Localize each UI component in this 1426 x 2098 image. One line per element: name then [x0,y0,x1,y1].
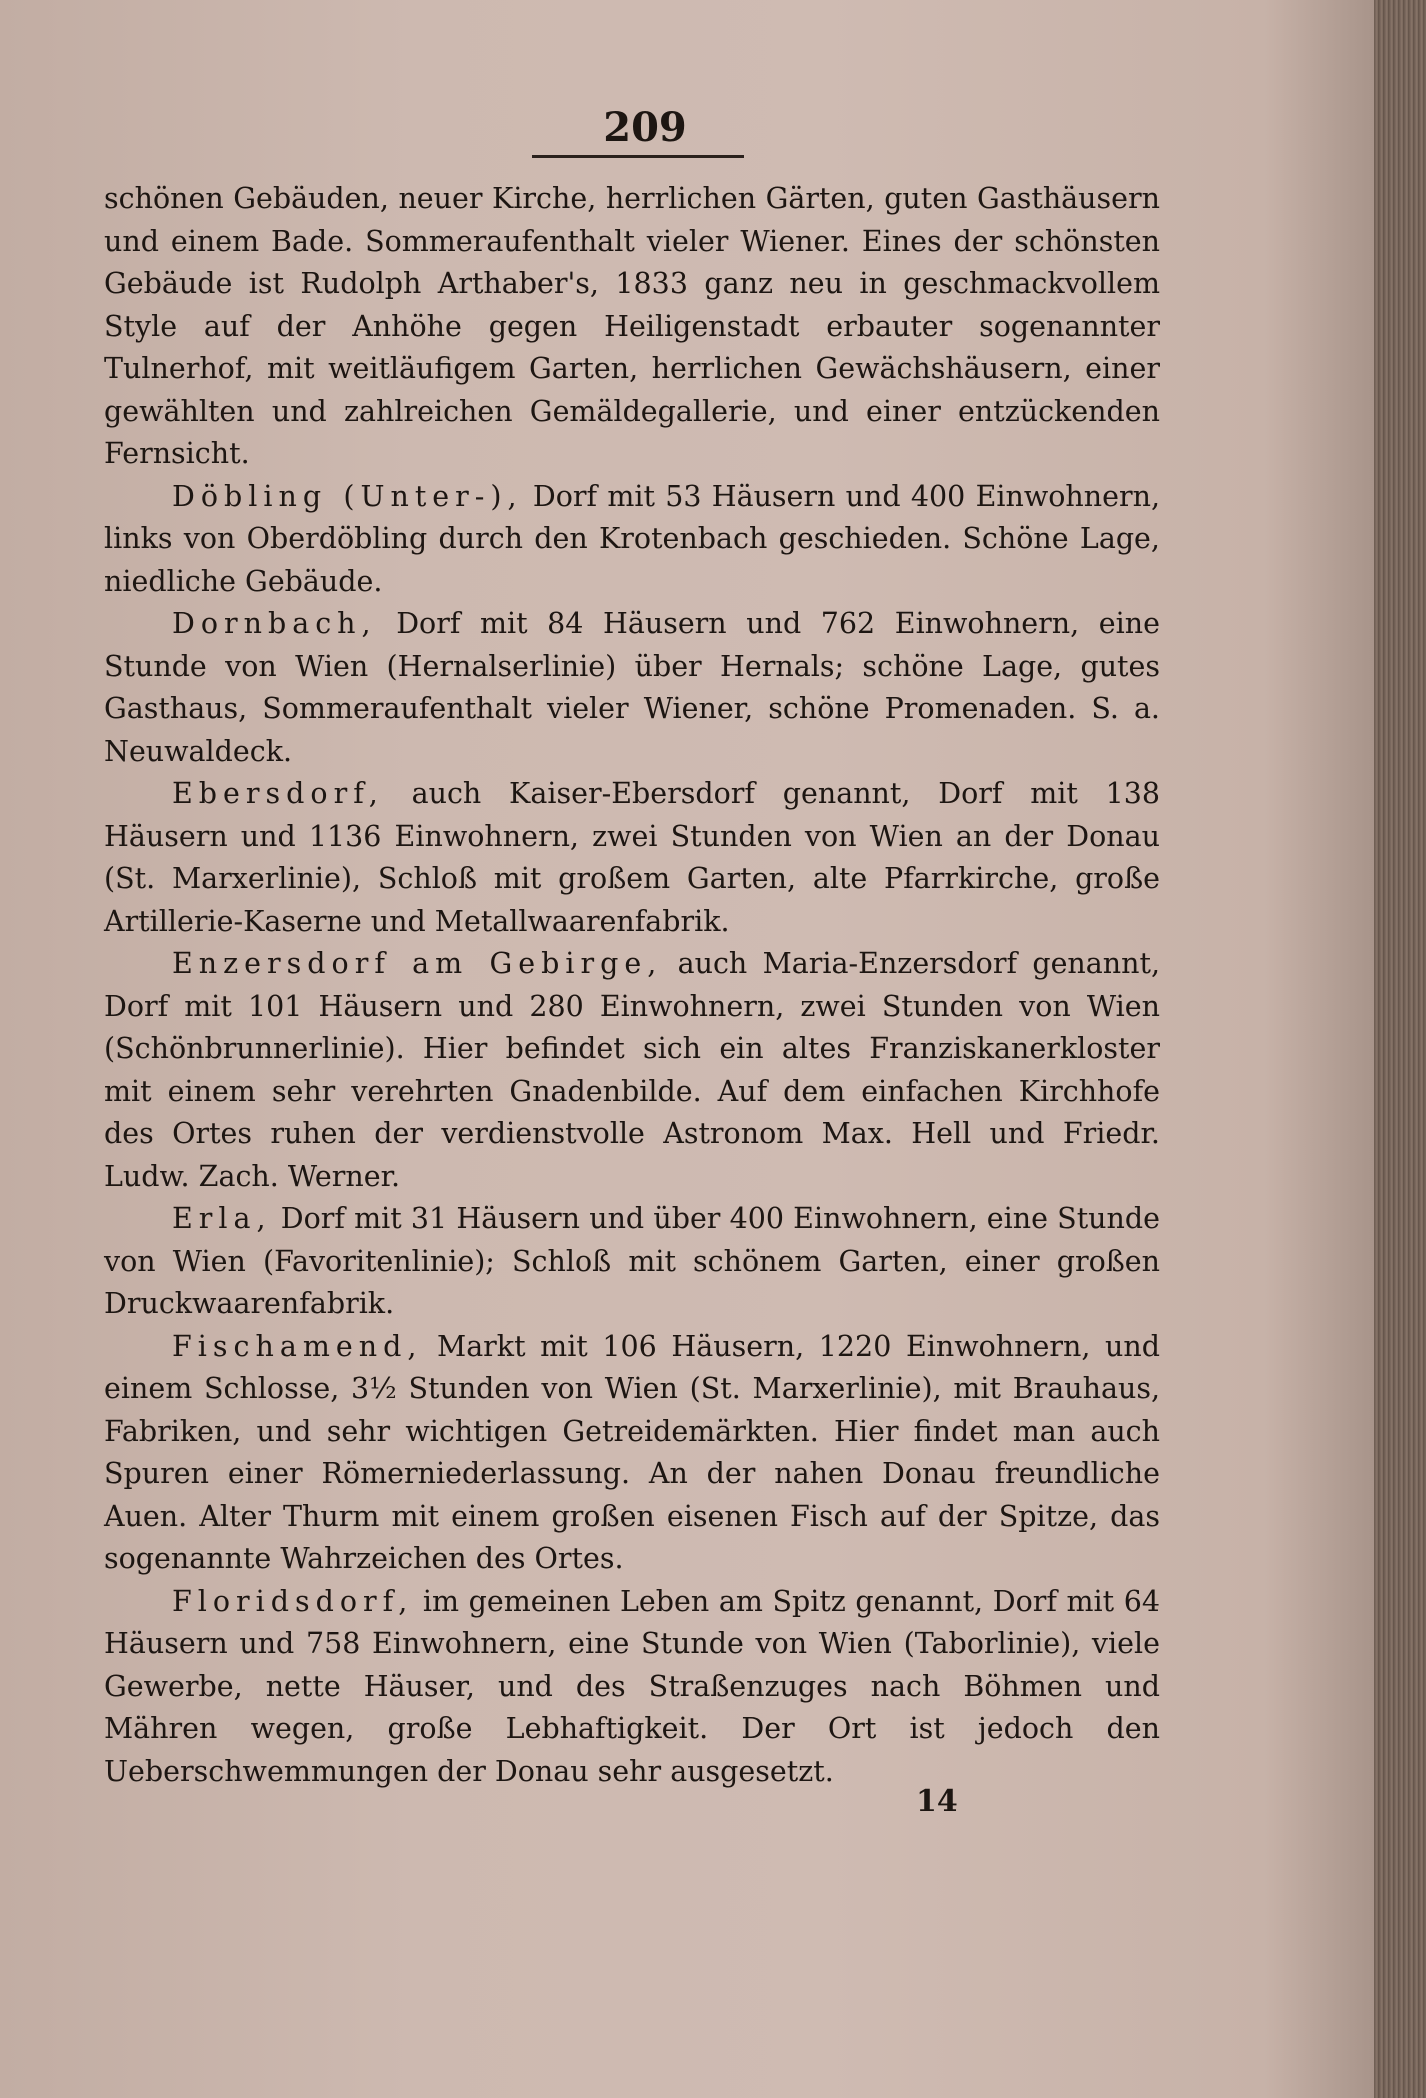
entry-text: auch Kaiser-Ebersdorf genannt, Dorf mit 138 Häusern und 1136 Einwohnern, zwei Stunden von Wien an der Donau (St. Marxerlinie), Schloß mit großem Garten, alte Pfarrkirche, große Artillerie-Kaserne und Metallwaarenfabrik. [104,777,1160,938]
entry-ebersdorf [104,773,1160,943]
entry-fischamend [104,1326,1160,1581]
paragraph-text: schönen Gebäuden, neuer Kirche, herrlichen Gärten, guten Gasthäusern und einem Bade. Sommeraufenthalt vieler Wiener. Eines der schönsten Gebäude ist Rudolph Arthaber's, 1833 ganz neu in geschmackvollem Style auf der Anhöhe gegen Heiligenstadt erbauter sogenannter Tulnerhof, mit weitläufigem Garten, herrlichen Gewächshäusern, einer gewählten und zahlreichen Gemäldegallerie, und einer entzückenden Fernsicht. [104,182,1160,470]
entry-name: Floridsdorf, [172,1584,414,1618]
entry-floridsdorf [104,1581,1160,1794]
paragraph-continuation [104,178,1160,476]
page-number: 209 [603,104,687,151]
entry-text: Dorf mit 31 Häusern und über 400 Einwohnern, eine Stunde von Wien (Favoritenlinie); Schloß mit schönem Garten, einer großen Druckwaarenfabrik. [104,1202,1160,1320]
page-text [104,178,1160,1793]
entry-text: Dorf mit 84 Häusern und 762 Einwohnern, eine Stunde von Wien (Hernalserlinie) über Hernals; schöne Lage, gutes Gasthaus, Sommeraufenthalt vieler Wiener, schöne Promenaden. S. a. Neuwaldeck. [104,607,1160,768]
signature-mark: 14 [916,1784,958,1819]
page-edge [1374,0,1426,2098]
entry-enzersdorf [104,943,1160,1198]
entry-erla [104,1198,1160,1326]
entry-text: Markt mit 106 Häusern, 1220 Einwohnern, und einem Schlosse, 3½ Stunden von Wien (St. Marxerlinie), mit Brauhaus, Fabriken, und sehr wichtigen Getreidemärkten. Hier findet man auch Spuren einer Römerniederlassung. An der nahen Donau freundliche Auen. Alter Thurm mit einem großen eisenen Fisch auf der Spitze, das sogenannte Wahrzeichen des Ortes. [104,1329,1160,1575]
entry-name: Enzersdorf am Gebirge, [172,947,663,980]
entry-name: Döbling (Unter-), [172,479,523,513]
entry-dornbach [104,603,1160,773]
entry-name: Ebersdorf, [172,777,384,810]
entry-name: Fischamend, [172,1329,423,1363]
entry-doebling [104,476,1160,604]
entry-name: Dornbach, [172,607,377,640]
entry-name: Erla, [172,1202,272,1235]
entry-text: im gemeinen Leben am Spitz genannt, Dorf mit 64 Häusern und 758 Einwohnern, eine Stunde von Wien (Taborlinie), viele Gewerbe, nette Häuser, und des Straßenzuges nach Böhmen und Mähren wegen, große Lebhaftigkeit. Der Ort ist jedoch den Ueberschwemmungen der Donau sehr ausgesetzt. [104,1584,1160,1788]
entry-text: Dorf mit 53 Häusern und 400 Einwohnern, links von Oberdöbling durch den Krotenbach geschieden. Schöne Lage, niedliche Gebäude. [104,479,1161,598]
entry-text: auch Maria-Enzersdorf genannt, Dorf mit 101 Häusern und 280 Einwohnern, zwei Stunden von Wien (Schönbrunnerlinie). Hier befindet sich ein altes Franziskanerkloster mit einem sehr verehrten Gnadenbilde. Auf dem einfachen Kirchhofe des Ortes ruhen der verdienstvolle Astronom Max. Hell und Friedr. Ludw. Zach. Werner. [104,947,1161,1193]
header-rule [532,155,744,158]
